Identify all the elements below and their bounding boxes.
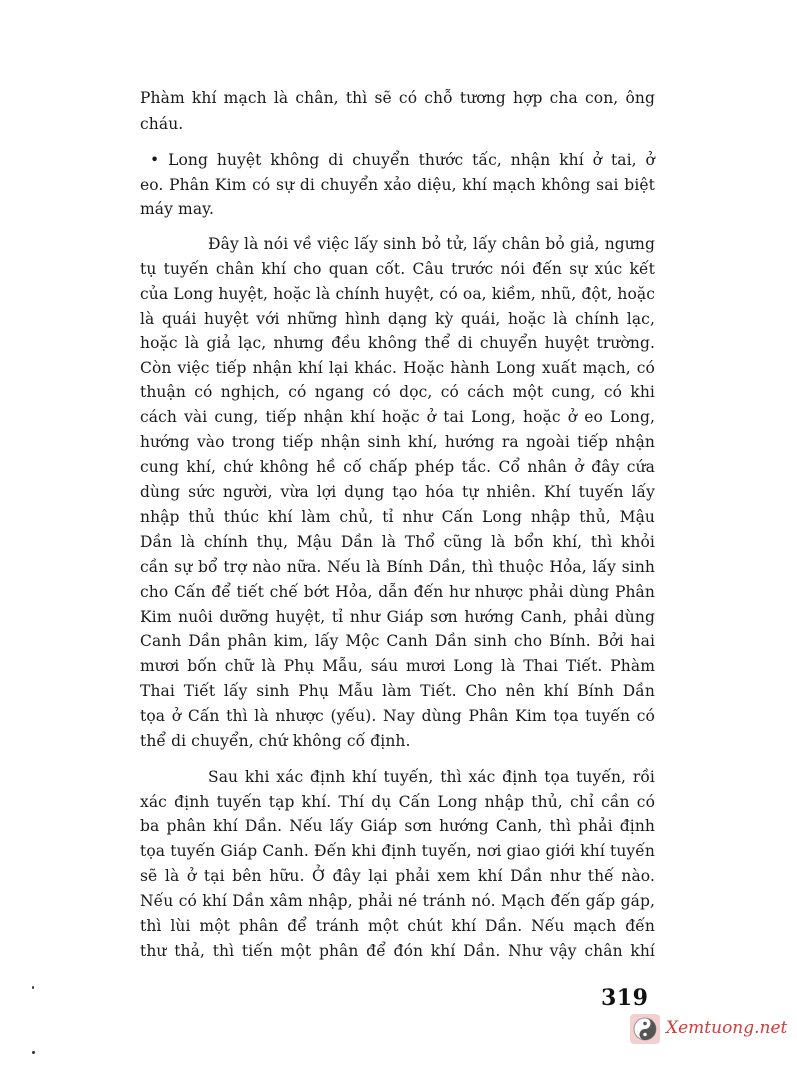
text-line: dùng sức người, vừa lợi dụng tạo hóa tự nhiên. Khí tuyến lấy xyxy=(140,483,655,501)
text-line: sẽ là ở tại bên hữu. Ở đây lại phải xem khí Dần như thế nào. xyxy=(140,867,655,885)
text-line: Sau khi xác định khí tuyến, thì xác định tọa tuyến, rồi xyxy=(208,768,655,786)
scan-speck xyxy=(32,986,34,989)
text-line: thuận có nghịch, có ngang có dọc, có cách một cung, có khi xyxy=(140,383,655,401)
text-line: thì lùi một phân để tránh một chút khí Dần. Nếu mạch đến xyxy=(140,917,655,935)
text-line: ba phân khí Dần. Nếu lấy Giáp sơn hướng Canh, thì phải định xyxy=(140,817,655,835)
text-line: nhập thủ thúc khí làm chủ, tỉ như Cấn Long nhập thủ, Mậu xyxy=(140,508,655,526)
text-line: hướng vào trong tiếp nhận sinh khí, hướng ra ngoài tiếp nhận xyxy=(140,433,655,451)
text-line: tọa ở Cấn thì là nhược (yếu). Nay dùng Phân Kim tọa tuyến có xyxy=(140,707,655,725)
text-line: Canh Dần phân kim, lấy Mộc Canh Dần sinh cho Bính. Bởi hai xyxy=(140,632,655,650)
watermark xyxy=(624,1010,794,1054)
text-line: mươi bốn chữ là Phụ Mẫu, sáu mươi Long là Thai Tiết. Phàm xyxy=(140,657,655,675)
text-line: máy may. xyxy=(140,200,214,218)
text-line: Kim nuôi dưỡng huyệt, tỉ như Giáp sơn hướng Canh, phải dùng xyxy=(140,608,655,626)
text-line: hoặc là giả lạc, nhưng đều không thể di chuyển huyệt trường. xyxy=(140,334,655,352)
text-line: thư thả, thì tiến một phân để đón khí Dần. Như vậy chân khí xyxy=(140,942,655,960)
text-line: của Long huyệt, hoặc là chính huyệt, có oa, kiềm, nhũ, đột, hoặc xyxy=(140,285,655,303)
text-line: eo. Phân Kim có sự di chuyển xảo diệu, khí mạch không sai biệt xyxy=(140,176,655,194)
text-line: cần sự bổ trợ nào nữa. Nếu là Bính Dần, thì thuộc Hỏa, lấy sinh xyxy=(140,558,655,576)
text-line: Còn việc tiếp nhận khí lại khác. Hoặc hành Long xuất mạch, có xyxy=(140,359,655,377)
text-line: Đây là nói về việc lấy sinh bỏ tử, lấy chân bỏ giả, ngưng xyxy=(208,235,655,253)
text-line: Thai Tiết lấy sinh Phụ Mẫu làm Tiết. Cho nên khí Bính Dần xyxy=(140,682,655,700)
text-line: • Long huyệt không di chuyển thước tấc, nhận khí ở tai, ở xyxy=(150,151,655,169)
scan-speck xyxy=(32,1051,35,1054)
yin-yang-icon xyxy=(630,1014,660,1044)
page-number: 319 xyxy=(601,985,649,1011)
text-line: tụ tuyến chân khí cho quan cốt. Câu trước nói đến sự xúc kết xyxy=(140,260,655,278)
text-line: cháu. xyxy=(140,115,184,133)
text-line: là quái huyệt với những hình dạng kỳ quái, hoặc là chính lạc, xyxy=(140,310,655,328)
text-line: Phàm khí mạch là chân, thì sẽ có chỗ tương hợp cha con, ông xyxy=(140,89,655,107)
text-line: cung khí, chứ không hề cố chấp phép tắc. Cổ nhân ở đây cứa xyxy=(140,458,655,476)
text-line: Nếu có khí Dần xâm nhập, phải né tránh nó. Mạch đến gấp gáp, xyxy=(140,892,655,910)
text-line: thể di chuyển, chứ không cố định. xyxy=(140,732,411,750)
text-line: Dần là chính thụ, Mậu Dần là Thổ cũng là bổn khí, thì khỏi xyxy=(140,533,655,551)
watermark-text: Xemtuong.net xyxy=(666,1018,788,1038)
text-line: tọa tuyến Giáp Canh. Đến khi định tuyến, nơi giao giới khí tuyến xyxy=(140,842,655,860)
text-line: xác định tuyến tạp khí. Thí dụ Cấn Long nhập thủ, chỉ cần có xyxy=(140,793,655,811)
text-line: cách vài cung, tiếp nhận khí hoặc ở tai Long, hoặc ở eo Long, xyxy=(140,408,655,426)
text-line: cho Cấn để tiết chế bớt Hỏa, dẫn đến hư nhược phải dùng Phân xyxy=(140,583,655,601)
